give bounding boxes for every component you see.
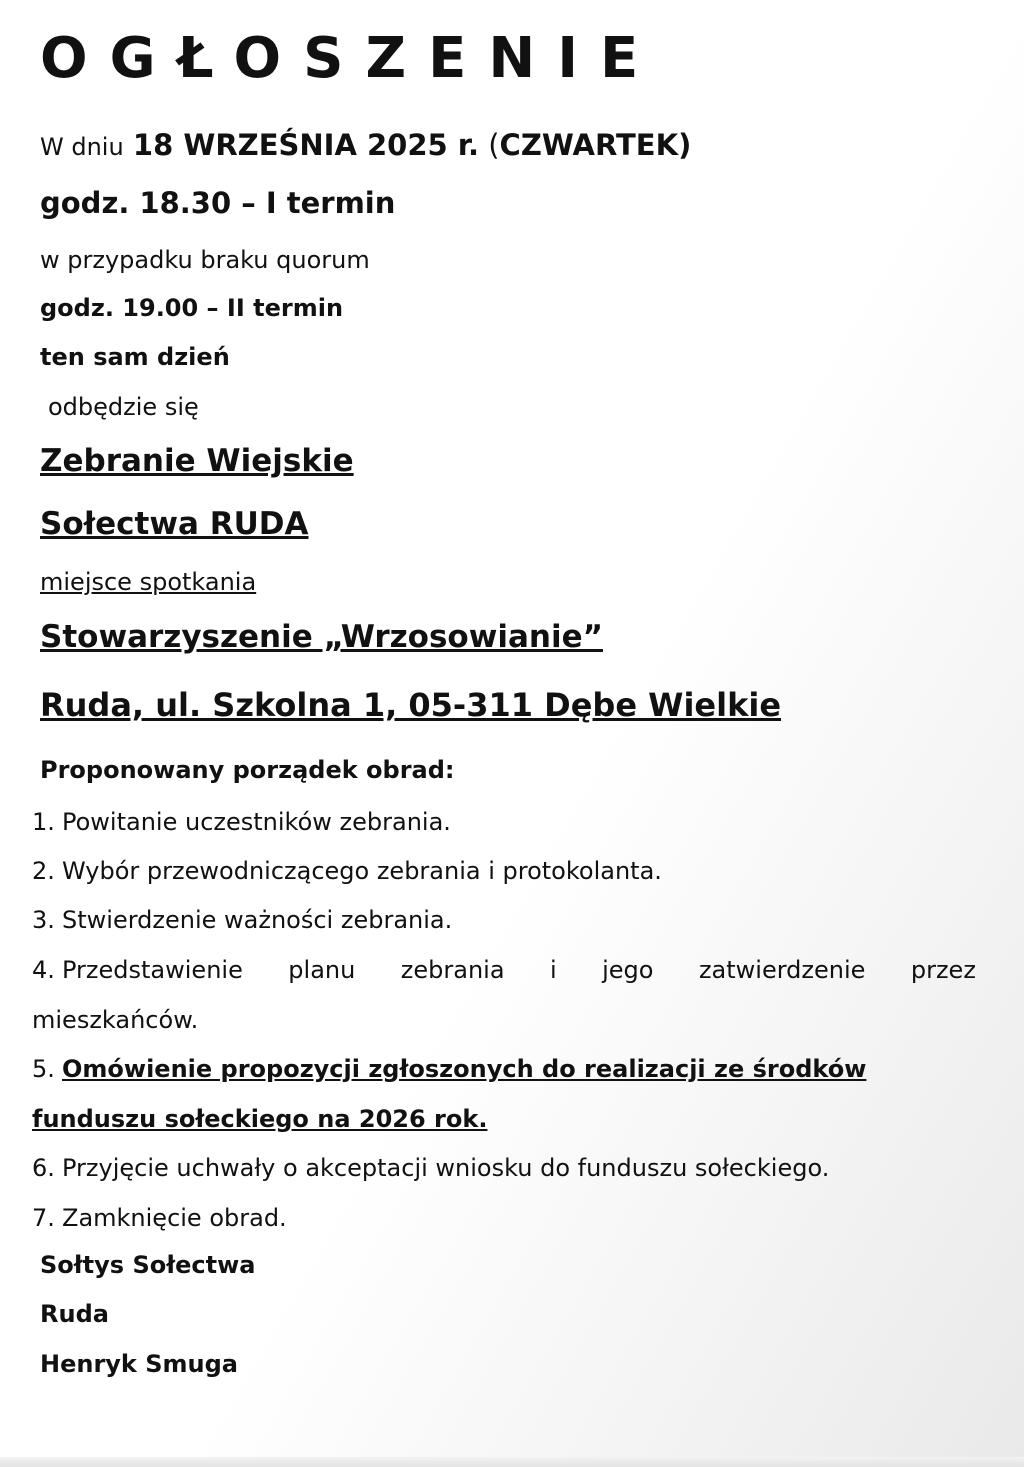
agenda-item-text: Powitanie uczestników zebrania.	[62, 808, 451, 836]
first-term: godz. 18.30 – I termin	[40, 186, 396, 220]
agenda-item-word: i	[550, 956, 557, 984]
agenda-item-word: zatwierdzenie	[698, 956, 866, 984]
agenda-item-word: jego	[602, 956, 654, 984]
signature-title: Sołtys Sołectwa	[40, 1251, 256, 1279]
agenda-item-word: przez	[910, 956, 976, 984]
agenda-item-2	[32, 846, 976, 896]
agenda-item-word: planu	[288, 956, 356, 984]
agenda-item-number: 2.	[32, 857, 55, 885]
quorum-note: w przypadku braku quorum	[40, 246, 370, 274]
meeting-date: 18 WRZEŚNIA 2025 r.	[132, 128, 479, 162]
agenda-item-number: 4.	[32, 956, 55, 984]
meeting-name-line1: Zebranie Wiejskie	[40, 443, 354, 479]
agenda-item-text: Stwierdzenie ważności zebrania.	[62, 906, 453, 934]
page-bottom-edge	[0, 1457, 1024, 1467]
signature-name: Henryk Smuga	[40, 1350, 238, 1378]
agenda-item-word: zebrania	[400, 956, 505, 984]
agenda-item-number: 1.	[32, 808, 55, 836]
meeting-weekday: CZWARTEK)	[499, 128, 692, 162]
same-day-note: ten sam dzień	[40, 343, 230, 371]
agenda-item-5	[32, 1044, 976, 1144]
agenda-item-text: Omówienie propozycji zgłoszonych do realizacji ze środków	[62, 1055, 867, 1083]
agenda-item-number: 5.	[32, 1055, 55, 1083]
agenda-item-text: Zamknięcie obrad.	[62, 1204, 287, 1232]
agenda-item-3	[32, 895, 976, 945]
agenda-title: Proponowany porządek obrad:	[40, 756, 455, 784]
agenda-item-4	[32, 945, 976, 1045]
agenda-item-text: Przyjęcie uchwały o akceptacji wniosku do funduszu sołeckiego.	[62, 1154, 830, 1182]
agenda-item-number: 7.	[32, 1204, 55, 1232]
place-label: miejsce spotkania	[40, 568, 257, 596]
meeting-date-line	[40, 128, 691, 162]
meeting-name-line2: Sołectwa RUDA	[40, 506, 309, 542]
signature-village: Ruda	[40, 1300, 109, 1328]
date-prefix: W dniu	[40, 133, 124, 161]
agenda-item-number: 3.	[32, 906, 55, 934]
agenda-item-continuation: funduszu sołeckiego na 2026 rok.	[32, 1105, 488, 1133]
agenda-item-6	[32, 1143, 976, 1193]
date-paren-open: (	[488, 128, 500, 162]
will-take-place: odbędzie się	[48, 393, 199, 421]
second-term: godz. 19.00 – II termin	[40, 294, 344, 322]
place-address: Ruda, ul. Szkolna 1, 05-311 Dębe Wielkie	[40, 686, 782, 724]
agenda-item-continuation: mieszkańców.	[32, 1006, 199, 1034]
announcement-title: OGŁOSZENIE	[40, 26, 661, 91]
agenda-item-7	[32, 1193, 976, 1243]
agenda-item-number: 6.	[32, 1154, 55, 1182]
place-name: Stowarzyszenie „Wrzosowianie”	[40, 619, 603, 655]
agenda-item-1	[32, 797, 976, 847]
agenda-item-word: Przedstawienie	[62, 956, 243, 984]
agenda-item-text: Wybór przewodniczącego zebrania i protokolanta.	[62, 857, 662, 885]
